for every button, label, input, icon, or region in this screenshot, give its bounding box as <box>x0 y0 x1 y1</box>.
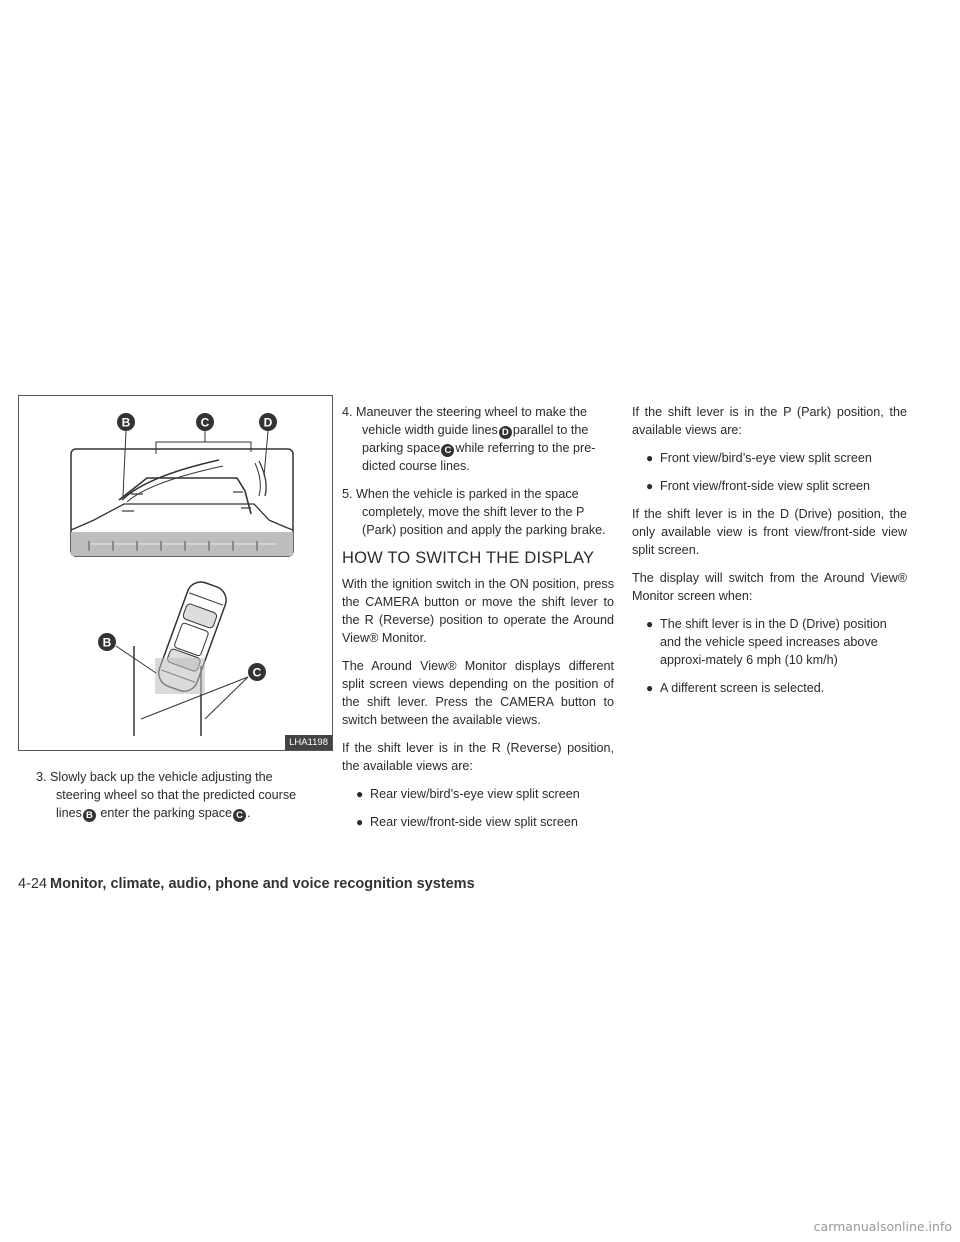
step-4-text-a: vehicle width guide lines <box>362 423 498 437</box>
step-3-line-3 <box>36 804 319 822</box>
list-item-text: Rear view/bird’s-eye view split screen <box>370 787 580 801</box>
step-4-line-2 <box>342 421 614 439</box>
list-item-text: A different screen is selected. <box>660 681 825 695</box>
column-1 <box>36 768 319 832</box>
list-item <box>632 477 907 495</box>
figure-id-label: LHA1198 <box>285 735 332 750</box>
list-item <box>632 449 907 467</box>
step-3-text-b: enter the parking space <box>100 806 233 820</box>
list-item <box>342 785 614 803</box>
bullet-icon: ● <box>356 815 364 829</box>
step-4-line-3 <box>342 439 614 457</box>
list-item-text: Rear view/front-side view split screen <box>370 815 578 829</box>
paragraph-p-park: If the shift lever is in the P (Park) position, the available views are: <box>632 405 907 437</box>
label-d-badge: D <box>499 426 512 439</box>
label-c-badge: C <box>233 809 246 822</box>
step-5 <box>342 485 614 539</box>
course-area <box>155 658 205 694</box>
label-c-text: C <box>200 415 210 430</box>
list-item-text: Front view/front-side view split screen <box>660 479 870 493</box>
column-2 <box>342 403 614 841</box>
paragraph-3: If the shift lever is in the R (Reverse) position, the available views are: <box>342 741 614 773</box>
label-b-badge: B <box>83 809 96 822</box>
paragraph-d-drive: If the shift lever is in the D (Drive) position, the only available view is front view/front-side view split screen. <box>632 507 907 557</box>
bullet-icon: ● <box>646 479 654 493</box>
label-c-badge-2: C <box>441 444 454 457</box>
label-b2-text: B <box>102 635 112 650</box>
bullet-icon: ● <box>646 617 654 631</box>
paragraph-switch: The display will switch from the Around View® Monitor screen when: <box>632 571 907 603</box>
bullet-icon: ● <box>646 681 654 695</box>
step-3 <box>36 768 319 822</box>
step-4-line-4: dicted course lines. <box>362 459 470 473</box>
list-item <box>632 679 907 697</box>
watermark: carmanualsonline.info <box>813 1219 952 1234</box>
bullet-icon: ● <box>646 451 654 465</box>
page-number: 4-24 <box>18 876 48 892</box>
section-heading: HOW TO SWITCH THE DISPLAY <box>342 549 595 567</box>
bullet-icon: ● <box>356 787 364 801</box>
list-item <box>342 813 614 831</box>
step-4-text-b: parallel to the <box>512 423 589 437</box>
step-5-line-3: (Park) position and apply the parking brake. <box>362 523 606 537</box>
step-5-line-1: 5. When the vehicle is parked in the space <box>342 487 579 501</box>
page-footer <box>18 876 475 892</box>
step-3-text-a: lines <box>56 806 82 820</box>
parking-guide-diagram <box>19 396 334 752</box>
label-b-text: B <box>121 415 131 430</box>
label-d-text: D <box>263 415 273 430</box>
label-c2-text: C <box>252 665 262 680</box>
step-4-text-c: parking space <box>362 441 441 455</box>
step-4-line-1: 4. Maneuver the steering wheel to make the <box>342 405 588 419</box>
step-5-line-2: completely, move the shift lever to the P <box>362 505 585 519</box>
section-title: Monitor, climate, audio, phone and voice recognition systems <box>50 876 475 892</box>
paragraph-1: With the ignition switch in the ON position, press the CAMERA button or move the shift lever to the R (Reverse) position to operate the Around View® Monitor. <box>342 577 614 645</box>
step-3-text-c: . <box>247 806 251 820</box>
step-4 <box>342 403 614 475</box>
paragraph-2: The Around View® Monitor displays different split screen views depending on the position of the shift lever. Press the CAMERA button to switch between the available views. <box>342 659 614 727</box>
list-item <box>632 615 907 669</box>
list-item-text: The shift lever is in the D (Drive) position and the vehicle speed increases above approxi-mately 6 mph (10 km/h) <box>660 617 887 667</box>
list-item-text: Front view/bird’s-eye view split screen <box>660 451 872 465</box>
step-3-line-2: steering wheel so that the predicted course <box>56 788 297 802</box>
column-3 <box>632 403 907 707</box>
step-3-line-1: 3. Slowly back up the vehicle adjusting the <box>36 770 273 784</box>
illustration-figure <box>18 395 333 751</box>
step-4-text-d: while referring to the pre- <box>455 441 596 455</box>
